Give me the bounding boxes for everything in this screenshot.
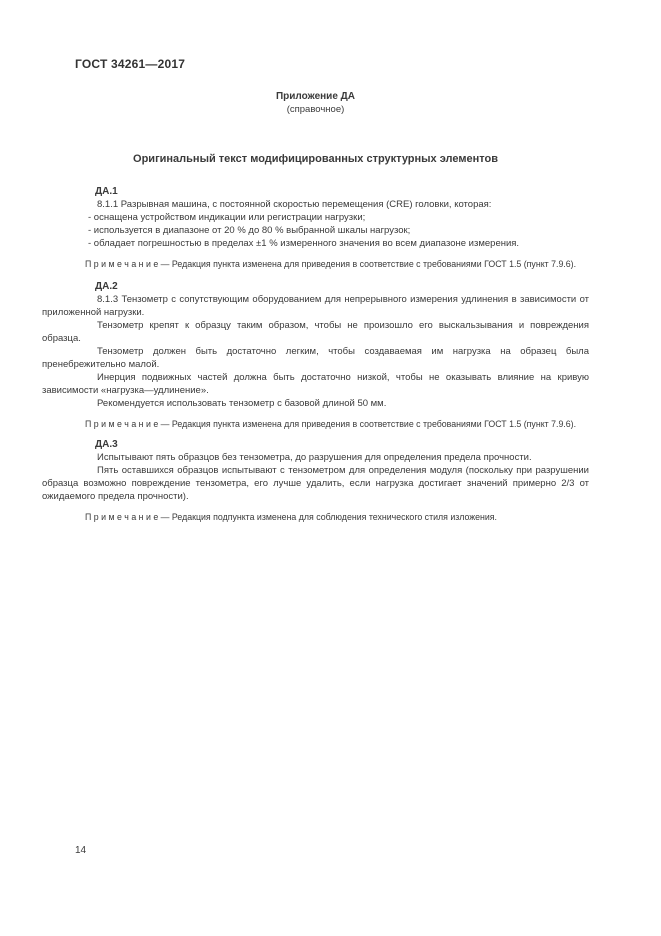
page-number: 14: [75, 845, 87, 856]
paragraph: Пять оставшихся образцов испытывают с тензометром для определения модуля (поскольку при разрушении образца возможно повреждение тензометра, его лучше удалить, если нагрузка достигает значений примерно 2/3 от ожидаемого предела прочности).: [42, 465, 589, 502]
section-heading-da1: ДА.1: [95, 186, 118, 197]
paragraph: Испытывают пять образцов без тензометра, до разрушения для определения предела прочности.: [97, 452, 532, 463]
bullet-item: - оснащена устройством индикации или регистрации нагрузки;: [88, 212, 366, 223]
bullet-item: - обладает погрешностью в пределах ±1 % измеренного значения во всем диапазоне измерения.: [88, 238, 520, 249]
running-header: ГОСТ 34261—2017: [75, 57, 186, 71]
paragraph: Тензометр крепят к образцу таким образом, чтобы не произошло его выскальзывания и повреждения образца.: [42, 320, 589, 344]
page-content: [42, 90, 589, 524]
section-note-da1: П р и м е ч а н и е — Редакция пункта изменена для приведения в соответствие с требованиями ГОСТ 1.5 (пункт 7.9.6).: [85, 259, 577, 269]
section-note-da2: П р и м е ч а н и е — Редакция пункта изменена для приведения в соответствие с требованиями ГОСТ 1.5 (пункт 7.9.6).: [85, 419, 577, 429]
paragraph: Тензометр должен быть достаточно легким, чтобы создаваемая им нагрузка на образец была пренебрежительно малой.: [42, 346, 589, 370]
paragraph: 8.1.3 Тензометр с сопутствующим оборудованием для непрерывного измерения удлинения в зависимости от приложенной нагрузки.: [42, 294, 589, 318]
bullet-item: - используется в диапазоне от 20 % до 80 % выбранной шкалы нагрузок;: [88, 225, 411, 236]
appendix-label: Приложение ДА: [275, 91, 356, 102]
paragraph: 8.1.1 Разрывная машина, с постоянной скоростью перемещения (CRE) головки, которая:: [97, 199, 492, 210]
appendix-type: (справочное): [286, 104, 345, 115]
document-title: Оригинальный текст модифицированных структурных элементов: [133, 153, 498, 165]
section-note-da3: П р и м е ч а н и е — Редакция подпункта изменена для соблюдения технического стиля изложения.: [85, 512, 497, 522]
section-heading-da2: ДА.2: [95, 281, 118, 292]
paragraph: Рекомендуется использовать тензометр с базовой длиной 50 мм.: [97, 398, 387, 409]
paragraph: Инерция подвижных частей должна быть достаточно низкой, чтобы не оказывать влияние на кривую зависимости «нагрузка—удлинение».: [42, 372, 589, 396]
section-heading-da3: ДА.3: [95, 439, 118, 450]
